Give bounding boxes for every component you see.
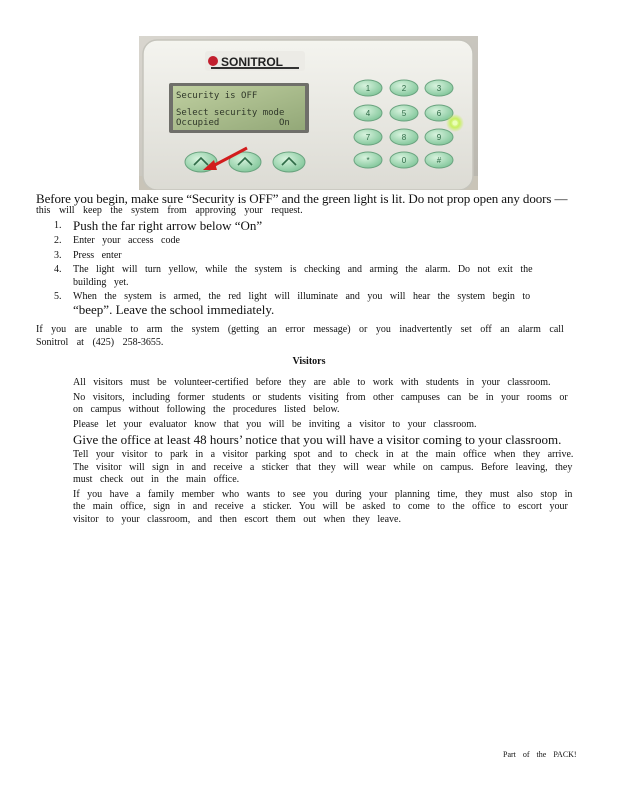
- bullet-text: Give the office at least 48 hours’ notice that you will have a visitor coming to your classroom.: [73, 432, 562, 447]
- step-text: Press enter: [73, 249, 122, 261]
- keypad-key-label: *: [366, 156, 370, 165]
- bullet-text: All visitors must be volunteer-certified before they are able to work with students in your classroom.: [73, 377, 551, 388]
- step-text: Enter your access code: [73, 235, 180, 246]
- step-text: The light will turn yellow, while the system is checking and arming the alarm. Do not exit the building yet.: [73, 264, 533, 288]
- keypad-key-label: 5: [401, 109, 407, 118]
- intro-line-2: this will keep the system from approving your request.: [36, 205, 303, 216]
- list-item: [56, 392, 576, 417]
- step-number: 3.: [54, 249, 62, 261]
- visitor-rules-list: [56, 377, 576, 528]
- step-number: 4.: [54, 264, 62, 275]
- keypad-key-label: 6: [436, 109, 442, 118]
- sonitrol-logo: [205, 51, 305, 71]
- list-item: [36, 250, 566, 263]
- bullet-text: Tell your visitor to park in a visitor parking spot and to check in at the main office when they arrive. The visitor will sign in and receive a sticker that they will wear while on campus. Before leaving, they must check out in the main office.: [73, 449, 574, 485]
- keypad-key-label: 2: [401, 84, 407, 93]
- keypad-key-label: 7: [365, 133, 371, 142]
- step-number: 1.: [54, 220, 62, 231]
- list-item: [36, 264, 566, 289]
- step-number: 5.: [54, 291, 62, 302]
- visitors-heading: Visitors: [292, 356, 326, 367]
- list-item: [56, 377, 576, 390]
- list-item: [36, 235, 566, 248]
- lcd-line-3-left: Occupied: [176, 118, 220, 128]
- keypad-key-label: 1: [365, 84, 371, 93]
- lcd-line-3-right: On: [279, 118, 290, 128]
- footer-text: Part of the PACK!: [503, 750, 577, 759]
- keypad-illustration: [139, 36, 478, 190]
- list-item: [56, 433, 576, 447]
- keypad-key-label: 8: [401, 133, 407, 142]
- list-item: [56, 489, 576, 527]
- step-text: When the system is armed, the red light will illuminate and you will hear the system begin to: [73, 291, 531, 302]
- bullet-text: If you have a family member who wants to see you during your planning time, they must also stop in the main office, sign in and receive a sticker. You will be asked to come to the office to escort your visitor to your classroom, and then escort them out when they leave.: [73, 488, 573, 525]
- sonitrol-brand-text: SONITROL: [221, 55, 283, 69]
- keypad-key-label: 4: [365, 109, 371, 118]
- bullet-text: Please let your evaluator know that you will be inviting a visitor to your classroom.: [73, 418, 477, 430]
- arming-steps-list: [36, 218, 566, 320]
- step-text-emphasis: “beep”. Leave the school immediately.: [73, 301, 275, 317]
- keypad-key-label: 3: [436, 84, 442, 93]
- lcd-line-1: Security is OFF: [176, 91, 258, 101]
- step-text: Push the far right arrow below “On”: [73, 218, 263, 233]
- lcd-line-2: Select security mode: [176, 108, 285, 118]
- list-item: [36, 218, 566, 233]
- keypad-photo: [139, 36, 478, 190]
- keypad-key-label: 9: [436, 133, 442, 142]
- list-item: [56, 419, 576, 432]
- keypad-key-label: #: [436, 156, 442, 165]
- list-item: [56, 449, 576, 487]
- list-item: [36, 291, 566, 318]
- unable-to-arm-note: If you are unable to arm the system (getting an error message) or you inadvertently set off an alarm call Sonitrol at (425) 258-3655.: [36, 324, 564, 348]
- intro-line-1: Before you begin, make sure “Security is OFF” and the green light is lit. Do not prop open any doors —: [36, 191, 568, 206]
- keypad-key-label: 0: [401, 156, 407, 165]
- step-number: 2.: [54, 235, 62, 246]
- bullet-text: No visitors, including former students or students visiting from other campuses can be in your rooms or on campus without following the procedures listed below.: [73, 391, 568, 415]
- arrow-keys: [185, 152, 305, 172]
